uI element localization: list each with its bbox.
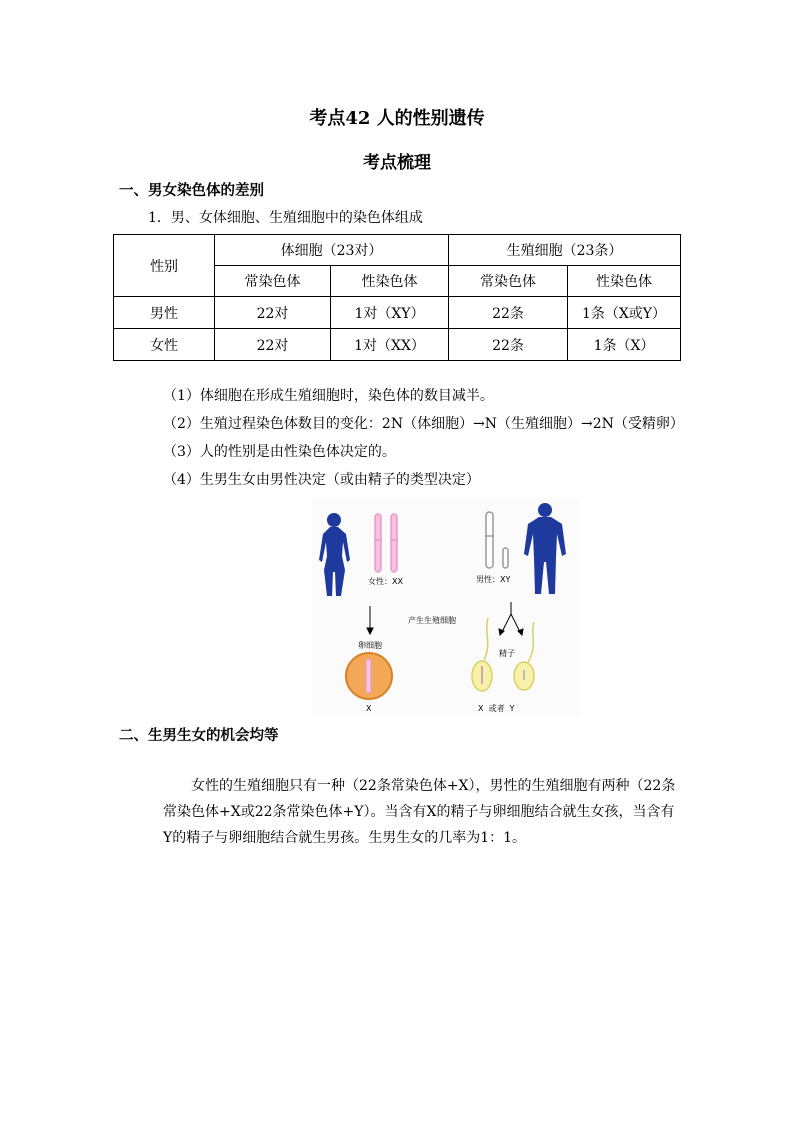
table-cell: 1对（XX） (331, 329, 449, 361)
chromosome-table (113, 234, 681, 361)
subheader-cell: 常染色体 (449, 266, 568, 297)
sperm-label: 精子 (499, 649, 515, 658)
note-1: （1）体细胞在形成生殖细胞时，染色体的数目减半。 (163, 388, 494, 404)
header-somatic: 体细胞（23对） (215, 235, 449, 266)
table-row (114, 329, 681, 361)
sex-determination-figure (312, 498, 580, 716)
table-header-row (114, 235, 681, 266)
table-cell: 1条（X） (568, 329, 681, 361)
note-2: （2）生殖过程染色体数目的变化：2N（体细胞）→N（生殖细胞）→2N（受精卵） (163, 416, 684, 432)
table-cell: 22对 (215, 329, 331, 361)
page-title: 考点42 人的性别遗传 (309, 108, 485, 129)
table-cell: 22条 (449, 329, 568, 361)
section-heading-2: 二、生男生女的机会均等 (119, 727, 279, 744)
subheader-cell: 常染色体 (215, 266, 331, 297)
egg-label: 卵细胞 (358, 641, 382, 650)
subheader-cell: 性染色体 (331, 266, 449, 297)
section-heading-1: 一、男女染色体的差别 (119, 182, 264, 199)
table-cell: 1条（X或Y） (568, 297, 681, 329)
male-label: 男性：XY (476, 575, 511, 584)
egg-cell-icon (346, 653, 392, 699)
header-germ: 生殖细胞（23条） (449, 235, 681, 266)
page-subtitle: 考点梳理 (363, 153, 431, 173)
table-cell: 22对 (215, 297, 331, 329)
table-row (114, 297, 681, 329)
sperm-chrom-label: X 或者 Y (478, 704, 515, 713)
row-sex-cell: 女性 (114, 329, 215, 361)
female-label: 女性：XX (368, 577, 403, 586)
item-1-text: 1．男、女体细胞、生殖细胞中的染色体组成 (148, 210, 423, 226)
egg-chrom-label: X (366, 704, 372, 713)
row-sex-cell: 男性 (114, 297, 215, 329)
section-2-text: 女性的生殖细胞只有一种（22条常染色体+X），男性的生殖细胞有两种（22条常染色体+X或22条常染色体+Y）。当含有X的精子与卵细胞结合就生女孩，当含有Y的精子与卵细胞结合就生男孩。生男生女的几率为1：1。 (163, 778, 676, 846)
note-4: （4）生男生女由男性决定（或由精子的类型决定） (163, 472, 480, 488)
table-cell: 22条 (449, 297, 568, 329)
section-2-paragraph (163, 773, 678, 851)
header-sex: 性别 (114, 235, 215, 297)
subheader-cell: 性染色体 (568, 266, 681, 297)
table-cell: 1对（XY） (331, 297, 449, 329)
note-3: （3）人的性别是由性染色体决定的。 (163, 444, 396, 460)
process-label: 产生生殖细胞 (408, 616, 456, 625)
